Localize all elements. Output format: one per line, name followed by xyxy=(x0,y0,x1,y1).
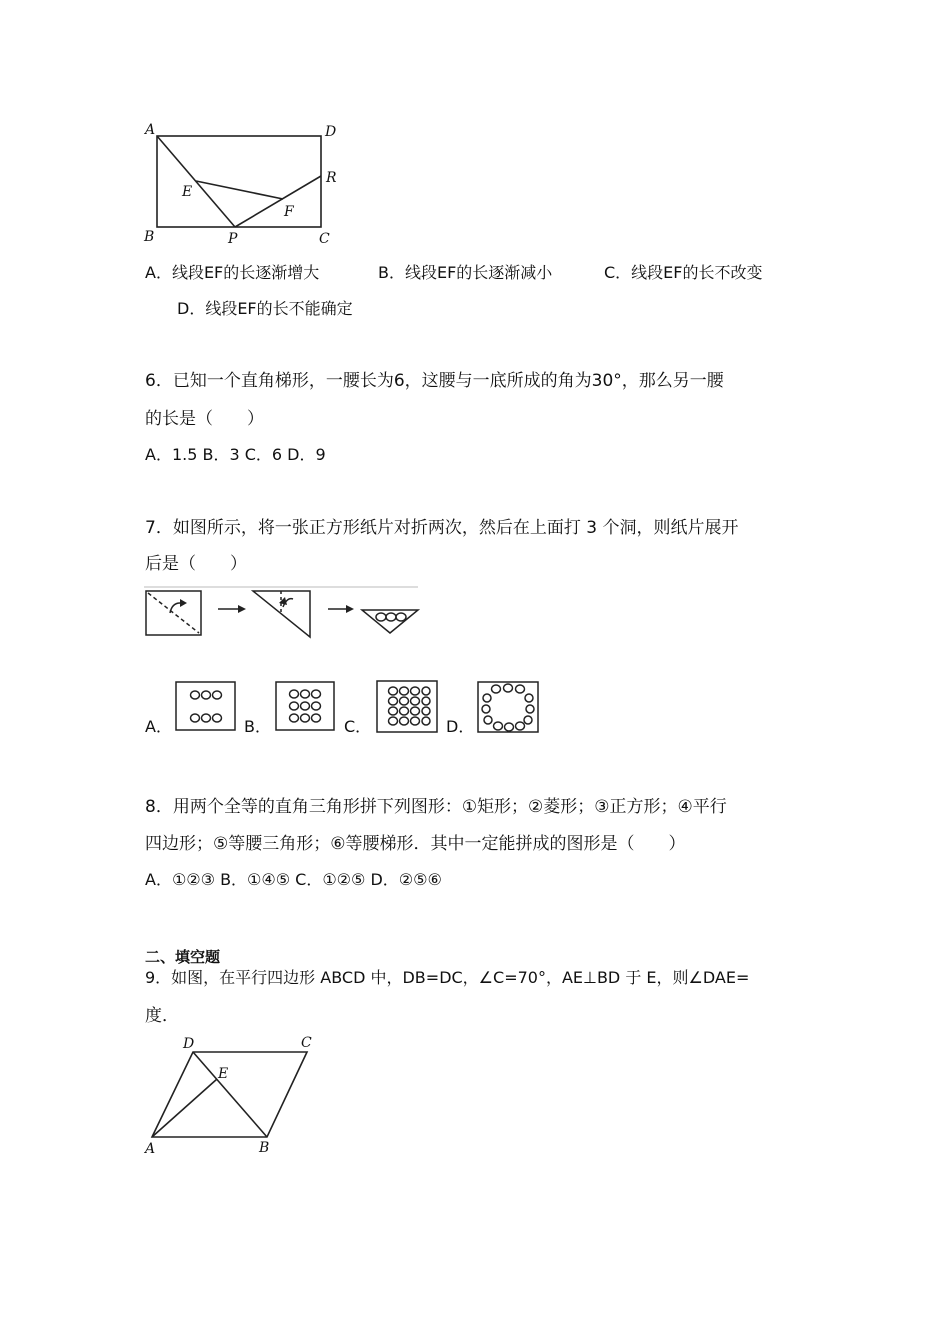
q7-option-d-label: D． xyxy=(446,717,475,736)
point-label-c: C xyxy=(301,1035,312,1051)
point-label-a: A xyxy=(145,122,156,138)
q8-text-line2: 四边形；⑤等腰三角形；⑥等腰梯形．其中一定能拼成的图形是（ ） xyxy=(145,834,686,854)
q7-option-b-label: B． xyxy=(244,717,271,736)
q7-option-c-label: C． xyxy=(344,717,372,736)
q5-option-d: D．线段EF的长不能确定 xyxy=(177,299,353,318)
point-label-c: C xyxy=(319,231,330,247)
point-label-d: D xyxy=(325,124,337,140)
q5-option-b: B．线段EF的长逐渐减小 xyxy=(378,263,553,282)
point-label-b: B xyxy=(144,229,155,245)
parallelogram-diagram xyxy=(140,1035,340,1155)
point-label-b: B xyxy=(259,1140,270,1156)
q7-option-b-figure xyxy=(276,682,336,732)
point-label-e: E xyxy=(218,1066,229,1082)
q6-text-line1: 6．已知一个直角梯形，一腰长为6，这腰与一底所成的角为30°，那么另一腰 xyxy=(145,371,724,391)
q6-options: A．1.5 B．3 C．6 D．9 xyxy=(145,445,326,464)
q5-option-c: C．线段EF的长不改变 xyxy=(604,263,763,282)
q5-option-a: A．线段EF的长逐渐增大 xyxy=(145,263,320,282)
section-title-fill-in: 二、填空题 xyxy=(145,948,221,966)
q7-text-line2: 后是（ ） xyxy=(145,554,247,574)
q8-text-line1: 8．用两个全等的直角三角形拼下列图形：①矩形；②菱形；③正方形；④平行 xyxy=(145,797,727,817)
rectangle-diagram xyxy=(140,120,340,240)
q9-text-line2: 度． xyxy=(145,1006,179,1026)
q7-option-a-figure xyxy=(176,682,236,732)
q9-text-line1: 9．如图，在平行四边形 ABCD 中，DB=DC，∠C=70°，AE⊥BD 于 E，则∠DAE= xyxy=(145,968,750,987)
folding-steps-diagram xyxy=(140,585,420,645)
q7-text-line1: 7．如图所示，将一张正方形纸片对折两次，然后在上面打 3 个洞，则纸片展开 xyxy=(145,518,739,538)
point-label-p: P xyxy=(228,231,238,247)
point-label-d: D xyxy=(183,1036,195,1052)
q8-options: A．①②③ B．①④⑤ C．①②⑤ D．②⑤⑥ xyxy=(145,870,442,889)
q7-option-d-figure xyxy=(478,682,540,734)
q7-option-c-figure xyxy=(377,681,439,733)
point-label-r: R xyxy=(326,170,337,186)
q6-text-line2: 的长是（ ） xyxy=(145,409,264,429)
point-label-f: F xyxy=(284,204,294,220)
q7-option-a-label: A． xyxy=(145,717,172,736)
point-label-e: E xyxy=(182,184,193,200)
point-label-a: A xyxy=(145,1141,156,1157)
